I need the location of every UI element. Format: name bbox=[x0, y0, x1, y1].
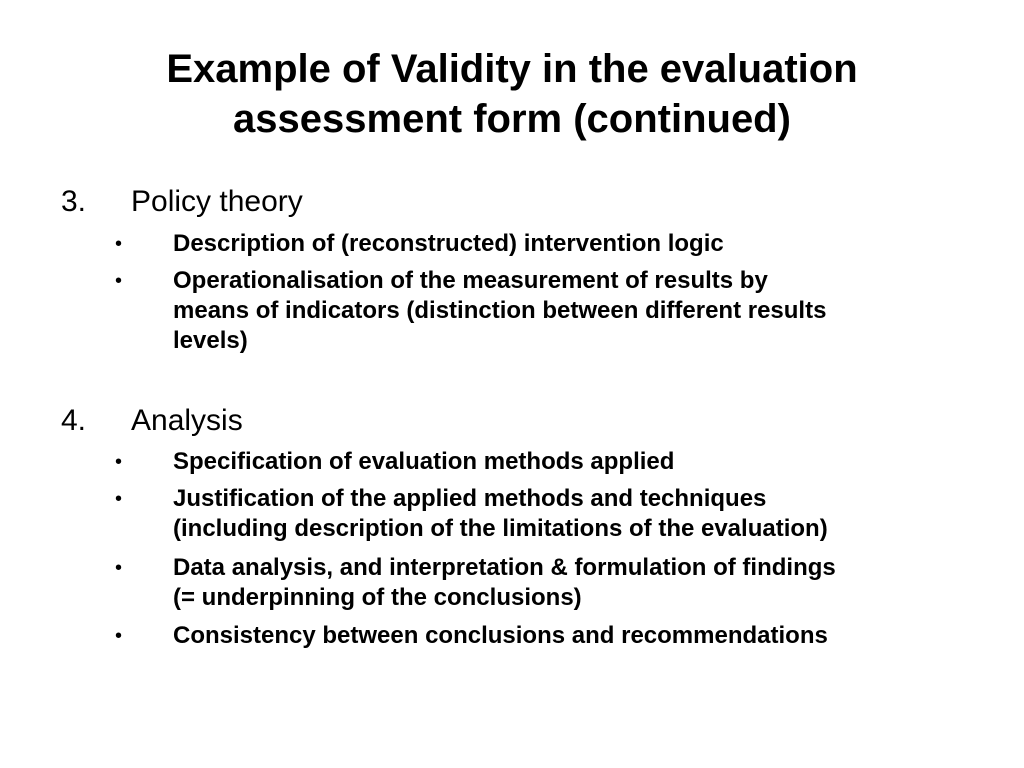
section-title: Policy theory bbox=[131, 185, 303, 218]
bullet-line: means of indicators (distinction between different results bbox=[173, 297, 827, 324]
bullet-line: Data analysis, and interpretation & formulation of findings bbox=[173, 554, 836, 581]
slide-title bbox=[60, 44, 964, 144]
bullet-line: (= underpinning of the conclusions) bbox=[173, 584, 582, 611]
title-line-1: Example of Validity in the evaluation bbox=[166, 47, 858, 91]
bullet-text bbox=[173, 447, 973, 477]
title-line-2: assessment form (continued) bbox=[233, 97, 791, 141]
bullet-icon: • bbox=[115, 451, 123, 473]
bullet-line: (including description of the limitations of the evaluation) bbox=[173, 515, 828, 542]
bullet-line: Specification of evaluation methods applied bbox=[173, 448, 675, 475]
bullet-text bbox=[173, 266, 973, 356]
bullet-text bbox=[173, 621, 973, 651]
bullet-line: levels) bbox=[173, 327, 248, 354]
bullet-icon: • bbox=[115, 233, 123, 255]
bullet-text bbox=[173, 553, 973, 613]
bullet-line: Description of (reconstructed) intervention logic bbox=[173, 230, 724, 257]
section-number: 3. bbox=[61, 185, 87, 218]
bullet-icon: • bbox=[115, 625, 123, 647]
section-number: 4. bbox=[61, 404, 87, 437]
bullet-line: Justification of the applied methods and techniques bbox=[173, 485, 767, 512]
bullet-icon: • bbox=[115, 488, 123, 510]
bullet-text bbox=[173, 484, 973, 544]
bullet-icon: • bbox=[115, 557, 123, 579]
bullet-line: Operationalisation of the measurement of results by bbox=[173, 267, 768, 294]
bullet-text bbox=[173, 229, 973, 259]
section-title: Analysis bbox=[131, 404, 243, 437]
bullet-line: Consistency between conclusions and recommendations bbox=[173, 622, 828, 649]
bullet-icon: • bbox=[115, 270, 123, 292]
